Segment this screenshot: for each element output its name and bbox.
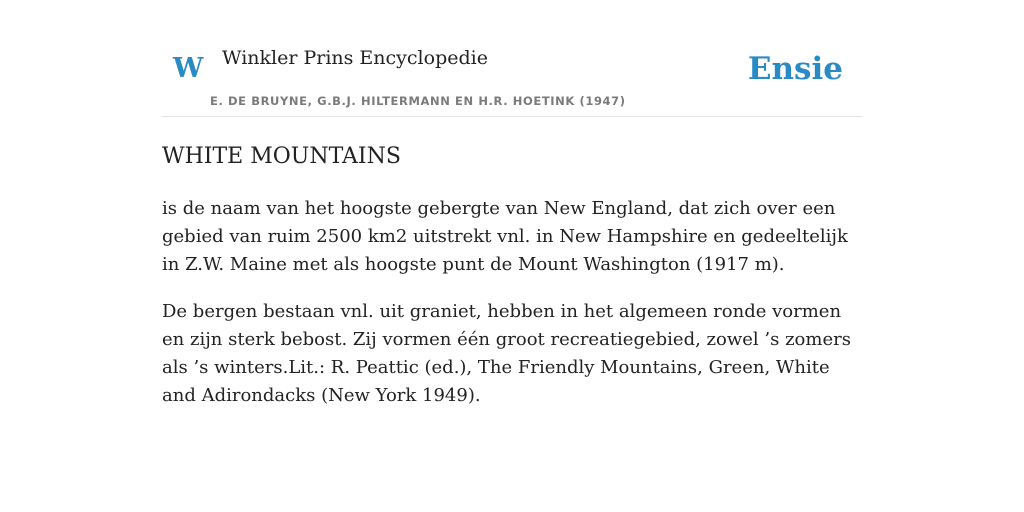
article-title: WHITE MOUNTAINS: [162, 144, 401, 169]
source-logo[interactable]: W: [173, 53, 204, 84]
article-paragraph: is de naam van het hoogste gebergte van New England, dat zich over een gebied van ruim 2500 km2 uitstrekt vnl. in New Hampshire en gedeeltelijk in Z.W. Maine met als hoogste punt de Mount Washington (1917 m).: [162, 198, 848, 275]
article: [162, 117, 862, 410]
page: [162, 0, 862, 429]
ensie-logo-link[interactable]: Ensie: [747, 51, 843, 87]
source-authors: E. DE BRUYNE, G.B.J. HILTERMANN EN H.R. HOETINK (1947): [210, 94, 626, 108]
article-paragraph: De bergen bestaan vnl. uit graniet, hebben in het algemeen ronde vormen en zijn sterk bebost. Zij vormen één groot recreatiegebied, zowel ’s zomers als ’s winters.Lit.: R. Peattic (ed.), The Friendly Mountains, Green, White and Adirondacks (New York 1949).: [162, 301, 851, 406]
source-header: [162, 0, 862, 117]
source-title-link[interactable]: Winkler Prins Encyclopedie: [222, 47, 488, 69]
